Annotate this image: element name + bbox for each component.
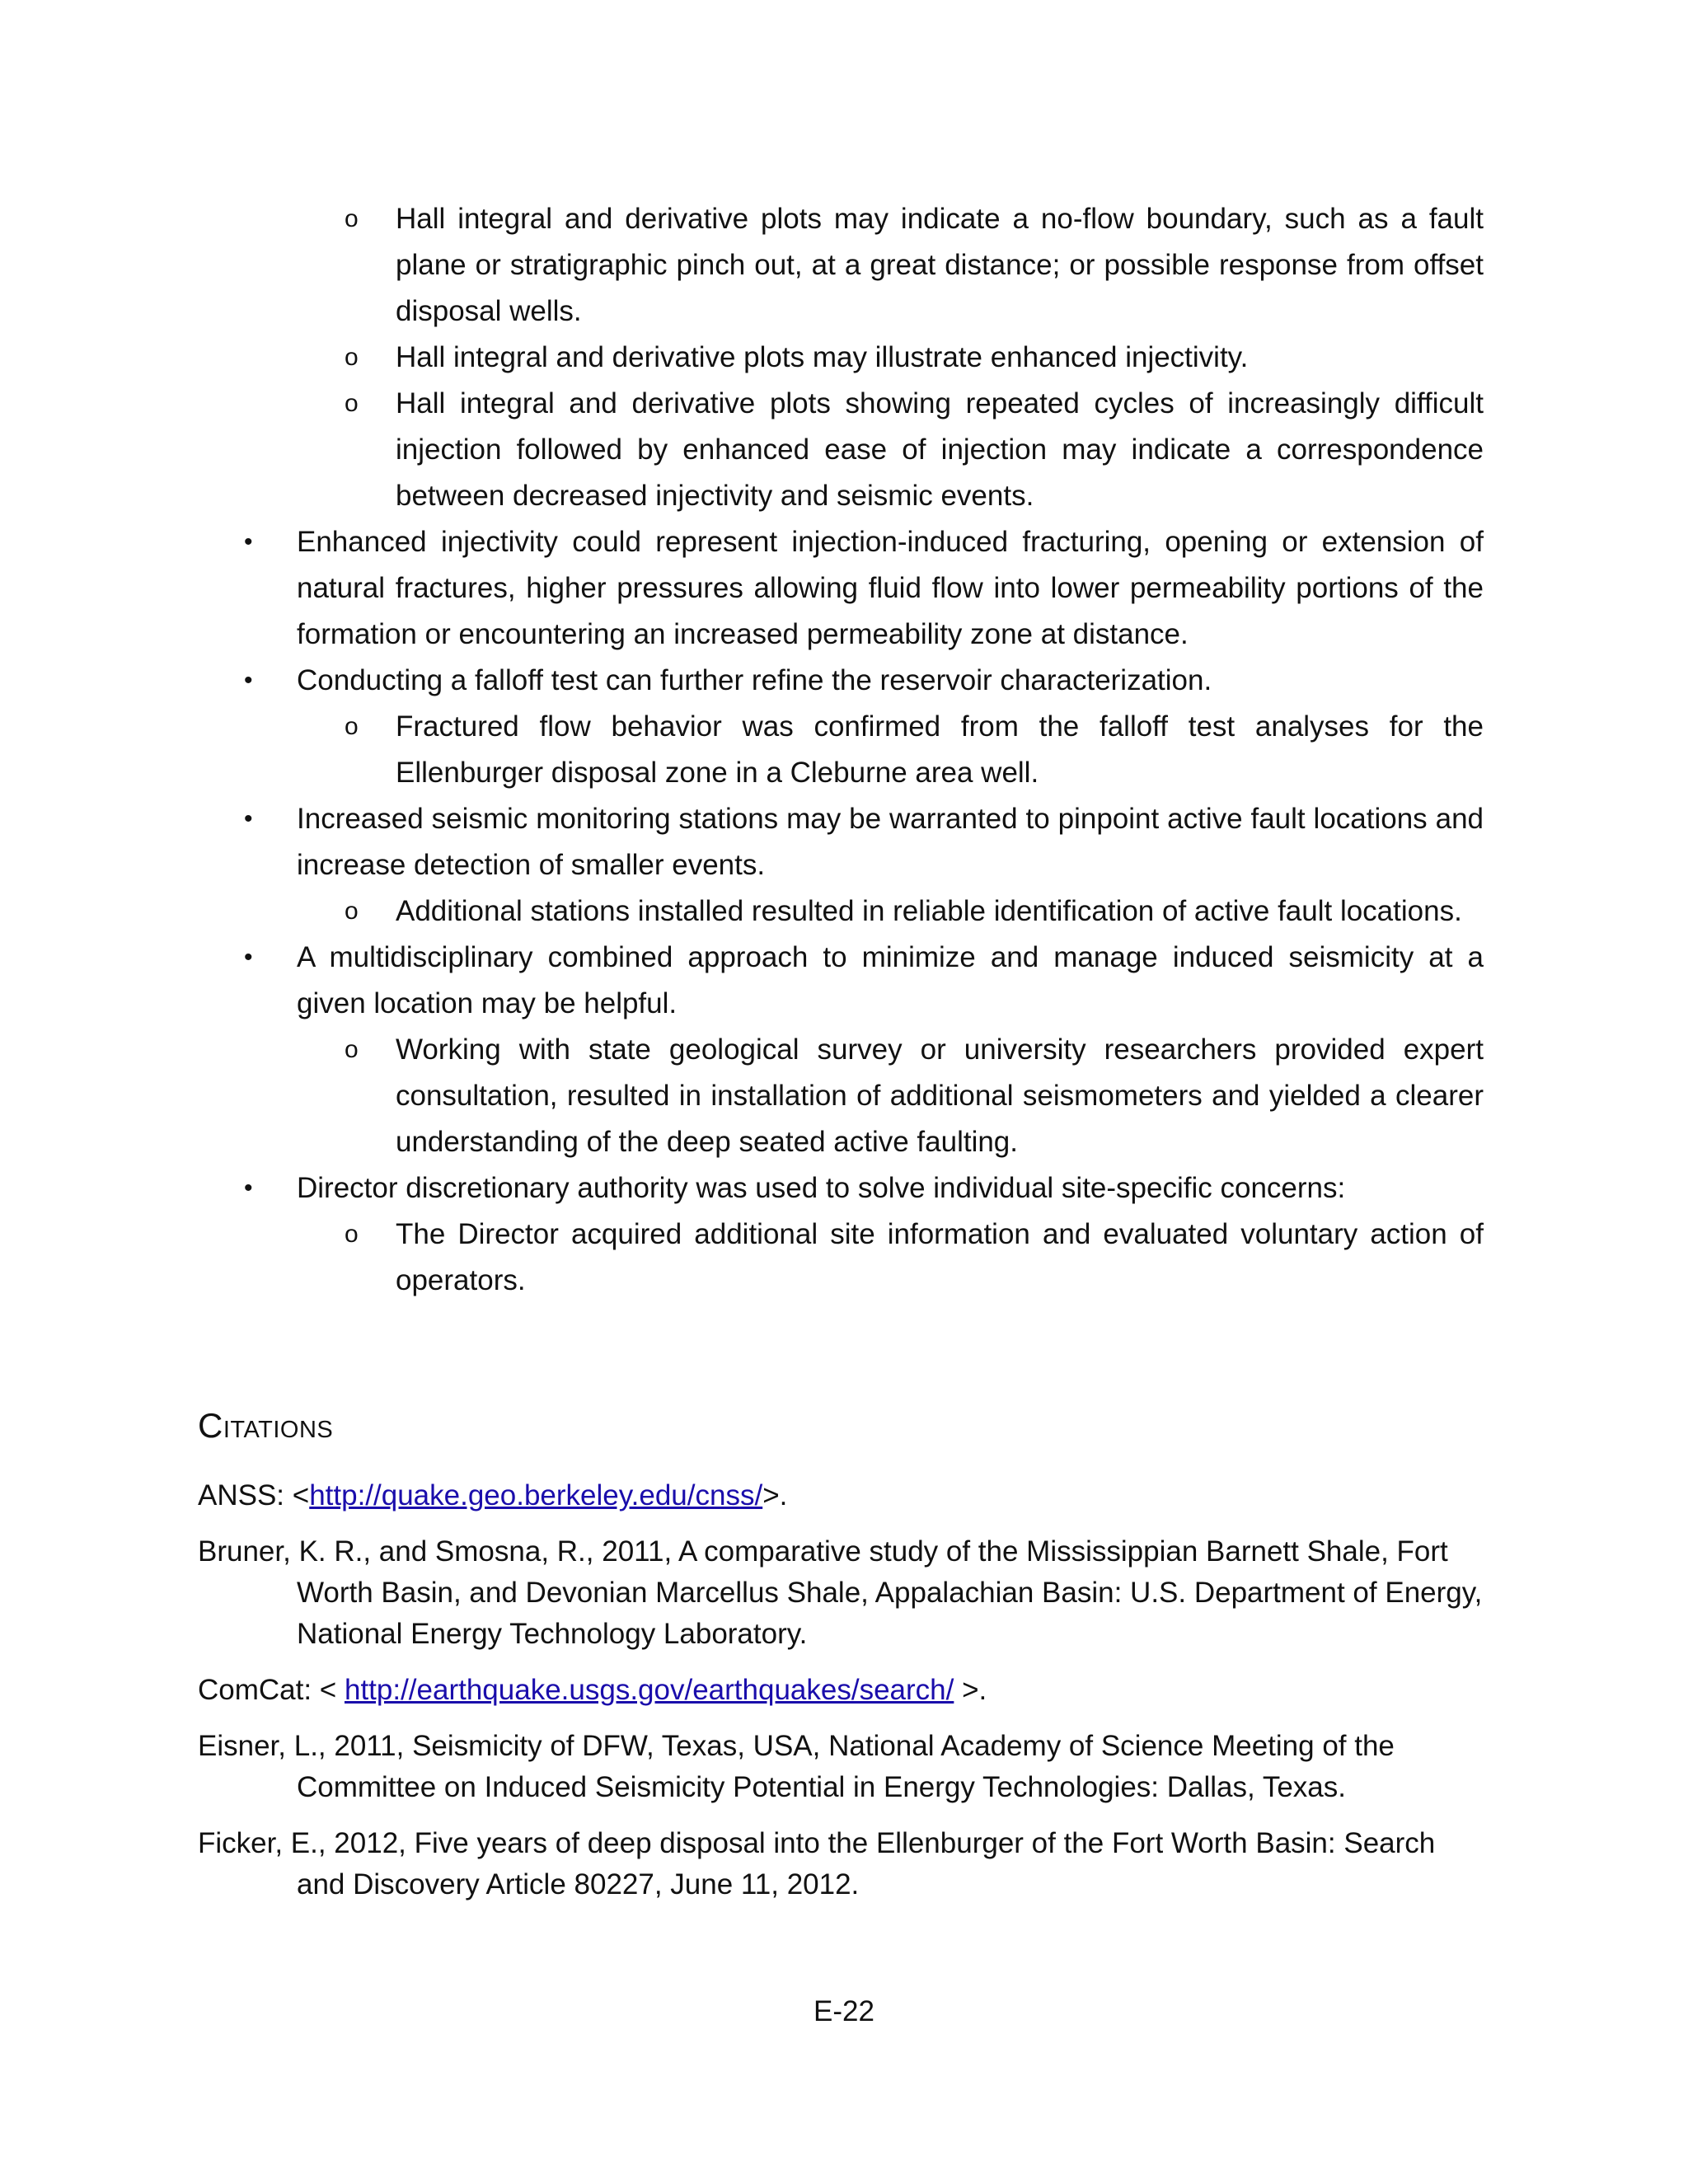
citation-anss — [198, 1475, 1484, 1516]
citation-suffix: >. — [954, 1674, 987, 1706]
citation-bruner: Bruner, K. R., and Smosna, R., 2011, A comparative study of the Mississippian Barnett Shale, Fort Worth Basin, and Devonian Marcellus Shale, Appalachian Basin: U.S. Department of Energy, National Energy Technology Laboratory. — [198, 1535, 1483, 1650]
citation-prefix: ComCat: < — [198, 1674, 345, 1706]
list-item-text: Director discretionary authority was used to solve individual site-specific concerns: — [297, 1172, 1346, 1204]
citations-list — [198, 1475, 1484, 1920]
bullet-icon: • — [244, 1174, 253, 1202]
hollow-bullet-icon: o — [345, 898, 359, 925]
list-item — [198, 935, 1484, 1027]
list-item-text: Additional stations installed resulted in reliable identification of active fault locations. — [396, 895, 1462, 927]
list-item — [198, 1212, 1484, 1304]
list-item-text: Conducting a falloff test can further refine the reservoir characterization. — [297, 664, 1212, 696]
list-item-text: Hall integral and derivative plots may indicate a no-flow boundary, such as a fault plane or stratigraphic pinch out, at a great distance; or possible response from offset disposal wells. — [396, 203, 1484, 327]
citation-eisner: Eisner, L., 2011, Seismicity of DFW, Texas, USA, National Academy of Science Meeting of the Committee on Induced Seismicity Potential in Energy Technologies: Dallas, Texas. — [198, 1730, 1395, 1803]
bullet-list — [198, 196, 1484, 1304]
list-item-text: Enhanced injectivity could represent injection-induced fracturing, opening or extension of natural fractures, higher pressures allowing fluid flow into lower permeability portions of the formation or encountering an increased permeability zone at distance. — [297, 526, 1484, 650]
list-item-text: Hall integral and derivative plots showing repeated cycles of increasingly difficult injection followed by enhanced ease of injection may indicate a correspondence between decreased injectivity and seismic events. — [396, 387, 1484, 512]
hollow-bullet-icon: o — [345, 1036, 359, 1063]
list-item — [198, 1165, 1484, 1212]
bullet-icon: • — [244, 944, 253, 971]
page-number: E-22 — [814, 1995, 874, 2027]
hollow-bullet-icon: o — [345, 713, 359, 740]
list-item — [198, 704, 1484, 796]
list-item-text: Increased seismic monitoring stations may be warranted to pinpoint active fault locations and increase detection of smaller events. — [297, 803, 1484, 881]
bullet-icon: • — [244, 805, 253, 832]
citations-heading: Citations — [198, 1406, 334, 1445]
citation-prefix: ANSS: < — [198, 1479, 310, 1511]
citation-ficker: Ficker, E., 2012, Five years of deep disposal into the Ellenburger of the Fort Worth Basin: Search and Discovery Article 80227, June 11, 2012. — [198, 1827, 1436, 1900]
list-item-text: Working with state geological survey or university researchers provided expert consultation, resulted in installation of additional seismometers and yielded a clearer understanding of the deep seated active faulting. — [396, 1033, 1484, 1158]
list-item-text: Hall integral and derivative plots may illustrate enhanced injectivity. — [396, 341, 1249, 373]
list-item-text: A multidisciplinary combined approach to minimize and manage induced seismicity at a given location may be helpful. — [297, 941, 1484, 1019]
list-item — [198, 519, 1484, 658]
bullet-icon: • — [244, 528, 253, 555]
hollow-bullet-icon: o — [345, 205, 359, 232]
list-item — [198, 888, 1484, 935]
anss-link[interactable]: http://quake.geo.berkeley.edu/cnss/ — [309, 1479, 763, 1511]
hollow-bullet-icon: o — [345, 344, 359, 371]
list-item — [198, 658, 1484, 704]
list-item-text: The Director acquired additional site information and evaluated voluntary action of operators. — [396, 1218, 1484, 1296]
hollow-bullet-icon: o — [345, 390, 359, 417]
list-item — [198, 335, 1484, 381]
list-item — [198, 381, 1484, 519]
list-item — [198, 796, 1484, 888]
comcat-link[interactable]: http://earthquake.usgs.gov/earthquakes/search/ — [344, 1674, 954, 1706]
hollow-bullet-icon: o — [345, 1221, 359, 1248]
bullet-icon: • — [244, 667, 253, 694]
list-item — [198, 1027, 1484, 1165]
citation-comcat — [198, 1670, 1484, 1711]
list-item — [198, 196, 1484, 335]
citation-suffix: >. — [762, 1479, 788, 1511]
list-item-text: Fractured flow behavior was confirmed from the falloff test analyses for the Ellenburger disposal zone in a Cleburne area well. — [396, 710, 1484, 789]
